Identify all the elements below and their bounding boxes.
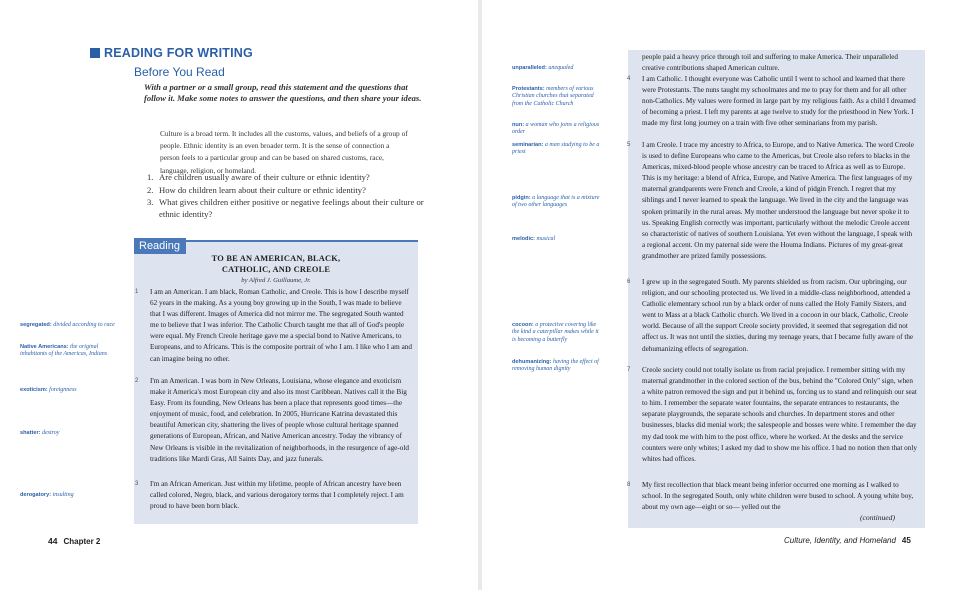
glossary-note: derogatory: insulting <box>20 492 74 498</box>
question-item: 2. How do children learn about their culture or ethnic identity? <box>147 184 366 195</box>
page-footer <box>784 536 911 545</box>
subheading: Before You Read <box>134 65 225 79</box>
glossary-note: nun: a woman who joins a religious order <box>512 122 600 136</box>
glossary-note: pidgin: a language that is a mixture of two other languages <box>512 195 600 209</box>
instructions: With a partner or a small group, read this statement and the questions that follow it. Make some notes to answer the questions, and then share your ideas. <box>144 82 422 103</box>
question-item: 1. Are children usually aware of their culture or ethnic identity? <box>147 172 370 182</box>
reading-tab: Reading <box>134 238 186 254</box>
paragraph: 3 I'm an African American. Just within my lifetime, people of African ancestry have been called colored, Negro, black, and various derogatory terms that I completely reject. I am proud to have been born black. <box>135 480 404 511</box>
glossary-note: segregated: divided according to race <box>20 322 115 328</box>
definition-statement: Culture is a broad term. It includes all the customs, values, and beliefs of a group of people. Ethnic identity is an even broader term. It is the sense of connection a person feels to a particular group and can be based on shared customs, race, language, religion, or homeland. <box>160 129 408 175</box>
glossary-note: Protestants: members of various Christian churches that separated from the Catholic Church <box>512 86 594 107</box>
essay-title: TO BE AN AMERICAN, BLACK, CATHOLIC, AND CREOLE <box>211 254 341 274</box>
right-page <box>482 0 960 590</box>
continued-note: (continued) <box>860 513 896 522</box>
glossary-note: Native Americans: the original inhabitants of the Americas, Indians <box>20 344 108 358</box>
paragraph: 8 My first recollection that black meant being inferior occurred one morning as I walked to school. In the segregated South, only white children were bused to school. A young white boy, about my own age—eight or so— yelled out the <box>627 481 914 512</box>
left-page <box>0 0 478 590</box>
paragraph: 7 Creole society could not totally isolate us from racial prejudice. I remember sitting with my maternal grandmother in the colored section of the bus, behind the "Colored Only" sign, when a white patron removed the sign and put it behind us, forcing us to stand and relinquish our seat to him. I remember the separate water fountains, the separate entrances to restaurants, the separate playgrounds, the separate schools and churches. In department stores and other businesses, blacks did menial work; the salespeople and bosses were white. I remember the day my dad took me with him to the post office, where he worked. At the desks and the service counters were only whites; I asked my dad to show me his office. I had no notion then that only whites had offices. <box>627 366 917 463</box>
page-number: 45 <box>901 536 911 545</box>
section-title: READING FOR WRITING <box>104 46 253 60</box>
question-list <box>147 172 437 221</box>
book-section-title: Culture, Identity, and Homeland <box>784 536 896 545</box>
page-number: 44 <box>48 536 58 546</box>
paragraph: 5 I am Creole. I trace my ancestry to Africa, to Europe, and to Native America. The word Creole is used to define Europeans who came to the Americas, but Creole also refers to blacks in the Americas, mixed-blood people whose ancestry can be traced to Africa as well as to Europe. This is my heritage: a blend of Africa, Europe, and Native America. The first languages of my maternal grandparents were French and Creole, a kind of pidgin French. I regret that my siblings and I never learned to speak the language. We lived in the city and the language was spoken primarily in the rural areas. My mother understood the language but never spoke it to us. Speaking English correctly was important, particularly without the melodic Creole accent so characteristic of natives of southern Louisiana. Yet even without the language, I speak with a regional accent. On my paternal side were the Houma Indians. Pictures of my great-great grandmother are prized family possessions. <box>627 141 914 260</box>
paragraph: 1 I am an American. I am black, Roman Catholic, and Creole. This is how I describe myself 62 years in the making. As a young boy growing up in the South, I was made to believe that I was different. Images of America did not mirror me. The segregated South wanted me to believe that I was inferior. The Catholic Church taught me that all of God's people were equal. My French Creole heritage gave me a special bond to Native Americans, to Europeans, and to Africans. This is the composite portrait of who I am. I like who I am and can imagine being no other. <box>135 288 412 363</box>
glossary-note: dehumanizing: having the effect of removing human dignity <box>512 359 599 373</box>
page-footer <box>48 536 100 546</box>
section-heading <box>90 46 253 60</box>
paragraph: people paid a heavy price through toil and suffering to make America. Their unparalleled creative contributions shaped American culture. <box>642 53 898 73</box>
glossary-note: unparalleled: unequaled <box>512 65 574 71</box>
glossary-note: exoticism: foreignness <box>20 387 77 393</box>
question-item: 3. What gives children either positive or negative feelings about their culture or ethnic identity? <box>147 197 424 219</box>
paragraph: 6 I grew up in the segregated South. My parents shielded us from racism. Our upbringing, our religion, and our schooling protected us. We lived in a middle-class neighborhood, attended a Catholic elementary school run by a black order of nuns called the Holy Family Sisters, and went to Mass at a black Catholic church. We lived in a cocoon in our black, Catholic, Creole world. Because of all the support Creole society provided, it seemed that segregation did not affect us. It was not until the sixties, during my teenage years, that I became fully aware of the dehumanizing effects of segregation. <box>627 278 914 353</box>
paragraph: 2 I'm an American. I was born in New Orleans, Louisiana, whose elegance and exoticism make it America's most European city and also its most Caribbean. Natives call it the Big Easy. From its founding, New Orleans has been a place that represents good times—the enjoyment of music, food, and celebration. In 2005, Hurricane Katrina devastated this beautiful American city, shattering the lives of people whose cultural heritage spanned generations of European, African, and Native American ancestry. Today the vibrancy of New Orleans is visible in the revitalization of neighborhoods, in the resurgence of age-old traditions like Mardi Gras, All Saints Day, and jazz funerals. <box>135 377 409 463</box>
square-bullet-icon <box>90 48 100 58</box>
paragraph: 4 I am Catholic. I thought everyone was Catholic until I went to school and learned that there were Protestants. The nuns taught my schoolmates and me to pray for them and for all other non-Catholics. My values were formed in large part by my religious faith. As a child I dreamed of becoming a priest. I left my parents at age twelve to study for the priesthood in New York. I made my first long journey on a train with five other seminarians from my parish. <box>627 75 916 128</box>
glossary-note: melodic: musical <box>512 236 556 242</box>
essay-byline: by Alfred J. Guillaume, Jr. <box>241 277 311 284</box>
glossary-note: seminarian: a man studying to be a priest <box>512 142 600 156</box>
chapter-label: Chapter 2 <box>63 537 101 546</box>
glossary-note: shatter: destroy <box>20 430 60 436</box>
glossary-note: cocoon: a protective covering like the kind a caterpillar makes while it is becoming a butterfly <box>512 322 599 343</box>
